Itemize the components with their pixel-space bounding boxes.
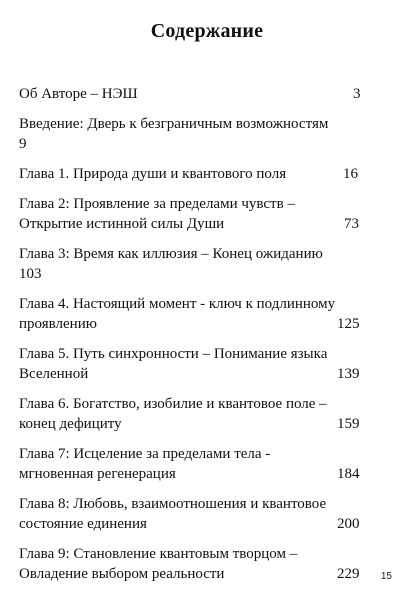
toc-entry-title: Глава 6. Богатство, изобилие и квантовое поле – xyxy=(19,396,327,412)
toc-line xyxy=(19,314,383,334)
toc-line xyxy=(19,194,383,214)
toc-line xyxy=(19,494,383,514)
toc-entry-subtitle: конец дефициту xyxy=(19,416,122,432)
toc-line xyxy=(19,84,383,104)
toc-page-number: 125 xyxy=(337,316,360,332)
toc-entry xyxy=(19,84,383,104)
toc-entry xyxy=(19,164,383,184)
toc-entry-subtitle: состояние единения xyxy=(19,516,147,532)
page-number: 15 xyxy=(380,571,392,582)
toc-entry-subtitle: Вселенной xyxy=(19,366,89,382)
toc-line xyxy=(19,134,383,154)
toc-line xyxy=(19,514,383,534)
toc-entry xyxy=(19,544,383,584)
toc-entry-title: Глава 8: Любовь, взаимоотношения и квантовое xyxy=(19,496,327,512)
toc-line xyxy=(19,464,383,484)
toc-entry-title: Глава 3: Время как иллюзия – Конец ожиданию xyxy=(19,246,323,262)
toc-entry xyxy=(19,194,383,234)
toc-entry xyxy=(19,394,383,434)
toc-entry-title: Введение: Дверь к безграничным возможностям xyxy=(19,116,329,132)
toc-entry-subtitle: мгновенная регенерация xyxy=(19,466,176,482)
toc-line xyxy=(19,394,383,414)
toc-entry-subtitle: Открытие истинной силы Души xyxy=(19,216,225,232)
toc-page-number: 3 xyxy=(353,86,361,102)
toc-entry xyxy=(19,244,383,284)
toc-line xyxy=(19,364,383,384)
toc-page-number: 103 xyxy=(19,266,42,282)
toc-line xyxy=(19,544,383,564)
toc-line xyxy=(19,114,383,134)
toc-entry-title: Глава 7: Исцеление за пределами тела - xyxy=(19,446,271,462)
toc-line xyxy=(19,214,383,234)
toc-line xyxy=(19,414,383,434)
toc-page-number: 9 xyxy=(19,136,27,152)
toc-entry-title: Глава 1. Природа души и квантового поля xyxy=(19,166,287,182)
toc-page-number: 139 xyxy=(337,366,360,382)
toc-entry xyxy=(19,344,383,384)
toc-line xyxy=(19,164,383,184)
toc-entry xyxy=(19,444,383,484)
toc-entry xyxy=(19,114,383,154)
toc-entry-title: Глава 9: Становление квантовым творцом – xyxy=(19,546,298,562)
table-of-contents xyxy=(19,84,383,594)
toc-entry-subtitle: Овладение выбором реальности xyxy=(19,566,225,582)
toc-entry-subtitle: проявлению xyxy=(19,316,97,332)
toc-page-number: 16 xyxy=(343,166,358,182)
toc-page-number: 229 xyxy=(337,566,360,582)
toc-line xyxy=(19,294,383,314)
toc-entry xyxy=(19,494,383,534)
toc-page-number: 200 xyxy=(337,516,360,532)
toc-entry-title: Глава 4. Настоящий момент - ключ к подлинному xyxy=(19,296,336,312)
toc-line xyxy=(19,264,383,284)
toc-page-number: 159 xyxy=(337,416,360,432)
toc-entry-title: Глава 2: Проявление за пределами чувств – xyxy=(19,196,295,212)
toc-entry xyxy=(19,294,383,334)
toc-entry-title: Глава 5. Путь синхронности – Понимание языка xyxy=(19,346,328,362)
toc-line xyxy=(19,444,383,464)
toc-line xyxy=(19,244,383,264)
toc-entry-title: Об Авторе – НЭШ xyxy=(19,86,138,102)
toc-line xyxy=(19,344,383,364)
toc-page-number: 184 xyxy=(337,466,360,482)
page-title: Содержание xyxy=(150,20,264,42)
toc-page-number: 73 xyxy=(344,216,359,232)
toc-line xyxy=(19,564,383,584)
